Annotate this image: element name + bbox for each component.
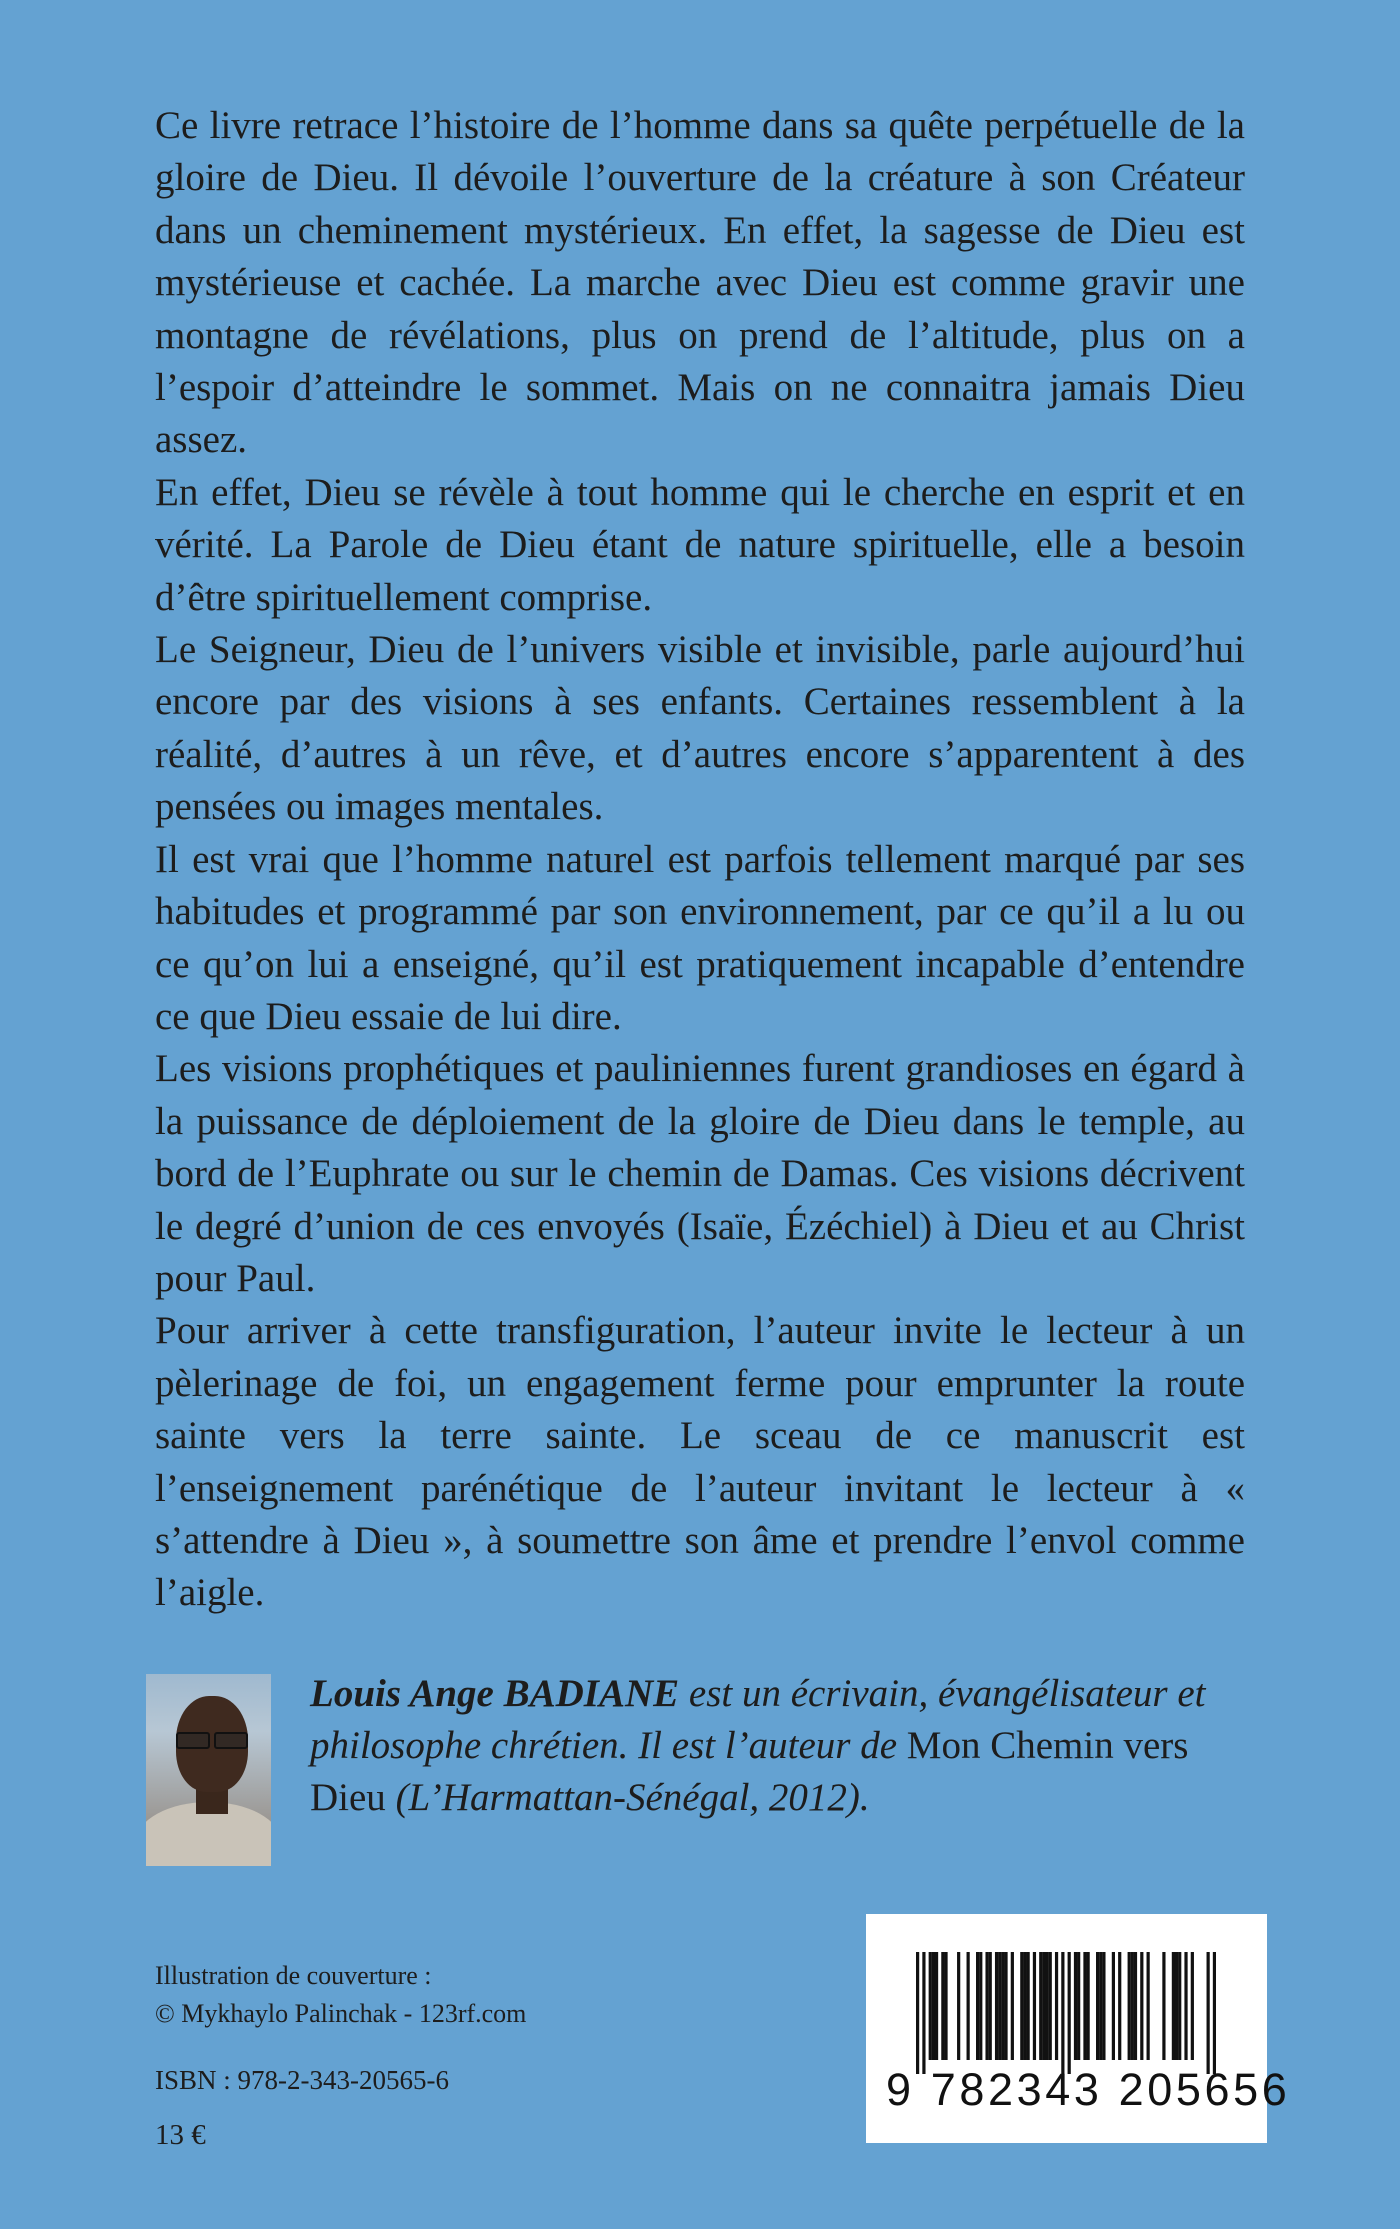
- barcode-bar: [1118, 1952, 1121, 2060]
- barcode-bar: [1042, 1952, 1045, 2060]
- barcode-bar: [941, 1952, 944, 2060]
- barcode-bar: [989, 1952, 992, 2060]
- barcode-bar: [1102, 1952, 1105, 2060]
- barcode-bar: [1083, 1952, 1086, 2060]
- barcode-bar: [1207, 1952, 1210, 2074]
- barcode-bar: [1096, 1952, 1099, 2060]
- barcode-bar: [1175, 1952, 1178, 2060]
- barcode-bar: [1001, 1952, 1004, 2060]
- barcode-bar: [995, 1952, 998, 2060]
- barcode-bar: [1191, 1952, 1194, 2060]
- barcode-bar: [976, 1952, 979, 2060]
- isbn-label: ISBN : 978-2-343-20565-6: [155, 2065, 449, 2095]
- barcode-bar: [1004, 1952, 1007, 2060]
- barcode-bar: [1172, 1952, 1175, 2060]
- barcode-bar: [1147, 1952, 1150, 2060]
- barcode-bar: [916, 1952, 919, 2074]
- barcode-bar: [922, 1952, 925, 2074]
- barcode-digits: 9 782343 205656: [886, 2064, 1291, 2115]
- barcode-bar: [1074, 1952, 1077, 2060]
- blurb-paragraph: Pour arriver à cette transfiguration, l’auteur invite le lecteur à un pèlerinage de foi, un engagement ferme pour emprunter la route sainte vers la terre sainte. Le sceau de ce manuscrit est l’enseignement parénétique de l’auteur invitant le lecteur à « s’attendre à Dieu », à soumettre son âme et prendre l’envol comme l’aigle.: [155, 1309, 1245, 1615]
- author-block: [146, 1674, 1246, 1874]
- author-bio-text: est un écrivain, évangélisateur et philosophe chrétien. Il est l’auteur de: [310, 1672, 1206, 1767]
- barcode-bar: [985, 1952, 988, 2060]
- barcode-bar: [1184, 1952, 1187, 2060]
- barcode-bar: [1077, 1952, 1080, 2060]
- barcode-bar: [1061, 1952, 1064, 2074]
- barcode-bar: [1033, 1952, 1036, 2060]
- author-book-title: Mon Chemin vers Dieu: [310, 1724, 1189, 1819]
- blurb-paragraph: Les visions prophétiques et pauliniennes furent grandioses en égard à la puissance de déploiement de la gloire de Dieu dans le temple, au bord de l’Euphrate ou sur le chemin de Damas. Ces visions décrivent le degré d’union de ces envoyés (Isaïe, Ézéchiel) à Dieu et au Christ pour Paul.: [155, 1047, 1245, 1300]
- barcode-bar: [1213, 1952, 1216, 2074]
- barcode-bar: [1055, 1952, 1058, 2060]
- blurb-text: [155, 100, 1245, 1620]
- author-photo: [146, 1674, 271, 1866]
- barcode-bar: [1023, 1952, 1026, 2060]
- barcode-bar: [1178, 1952, 1181, 2060]
- barcode-bar: [1049, 1952, 1052, 2060]
- barcode-bar: [1020, 1952, 1023, 2060]
- barcode-bar: [944, 1952, 947, 2060]
- credit-line: Illustration de couverture :: [155, 1961, 432, 1990]
- barcode: [866, 1914, 1291, 2143]
- barcode-bar: [1039, 1952, 1042, 2060]
- barcode-bar: [1128, 1952, 1131, 2060]
- barcode-bar: [1140, 1952, 1143, 2060]
- barcode-bar: [1068, 1952, 1071, 2074]
- barcode-bar: [967, 1952, 970, 2060]
- barcode-bar: [957, 1952, 960, 2060]
- barcode-bar: [929, 1952, 932, 2060]
- illustration-credits: [155, 1957, 526, 2033]
- barcode-bar: [1162, 1952, 1165, 2060]
- barcode-bar: [935, 1952, 938, 2060]
- barcode-bar: [1011, 1952, 1014, 2060]
- barcode-bar: [1027, 1952, 1030, 2060]
- barcode-bar: [1112, 1952, 1115, 2060]
- barcode-bar: [1087, 1952, 1090, 2060]
- author-bio: [310, 1668, 1250, 1824]
- barcode-bar: [1134, 1952, 1137, 2060]
- barcode-bars: [916, 1952, 1216, 2074]
- barcode-bar: [979, 1952, 982, 2060]
- blurb-paragraph: Le Seigneur, Dieu de l’univers visible et invisible, parle aujourd’hui encore par des visions à ses enfants. Certaines ressemblent à la réalité, d’autres à un rêve, et d’autres encore s’apparentent à des pensées ou images mentales.: [155, 628, 1245, 829]
- author-name: Louis Ange BADIANE: [310, 1672, 680, 1715]
- blurb-paragraph: En effet, Dieu se révèle à tout homme qui le cherche en esprit et en vérité. La Parole de Dieu étant de nature spirituelle, elle a besoin d’être spirituellement comprise.: [155, 470, 1245, 619]
- barcode-bar: [1131, 1952, 1134, 2060]
- blurb-paragraph: Ce livre retrace l’histoire de l’homme dans sa quête perpétuelle de la gloire de Dieu. Il dévoile l’ouverture de la créature à son Créateur dans un cheminement mystérieux. En effet, la sagesse de Dieu est mystérieuse et cachée. La marche avec Dieu est comme gravir une montagne de révélations, plus on prend de l’altitude, plus on a l’espoir d’atteindre le sommet. Mais on ne connaitra jamais Dieu assez.: [155, 104, 1245, 462]
- price-label: 13 €: [155, 2119, 206, 2151]
- barcode-bar: [932, 1952, 935, 2060]
- author-publisher: (L’Harmattan-Sénégal, 2012).: [385, 1776, 870, 1819]
- barcode-bar: [1045, 1952, 1048, 2060]
- barcode-bar: [998, 1952, 1001, 2060]
- barcode-bar: [1099, 1952, 1102, 2060]
- credit-line: © Mykhaylo Palinchak - 123rf.com: [155, 1999, 527, 2028]
- blurb-paragraph: Il est vrai que l’homme naturel est parfois tellement marqué par ses habitudes et programmé par son environnement, par ce qu’il a lu ou ce qu’on lui a enseigné, qu’il est pratiquement incapable d’entendre ce que Dieu essaie de lui dire.: [155, 837, 1245, 1038]
